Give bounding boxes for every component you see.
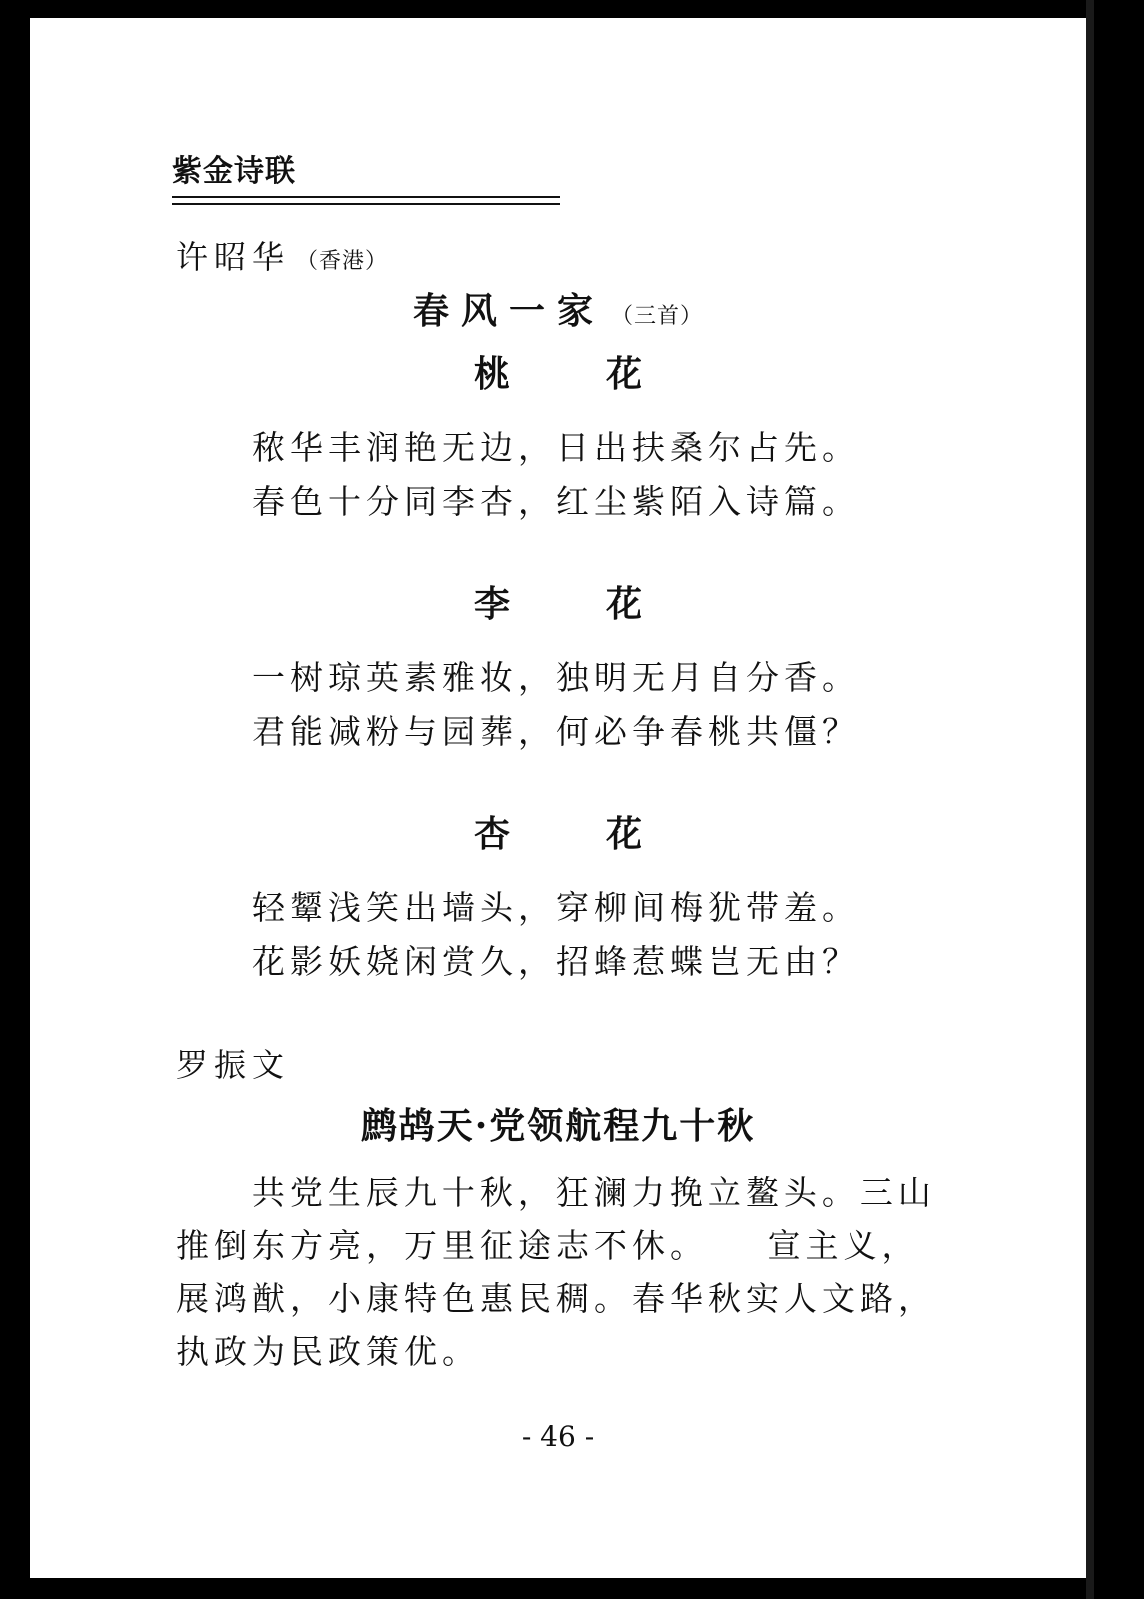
ci-body <box>176 1166 946 1378</box>
ci-title: 鹧鸪天·党领航程九十秋 <box>360 1105 756 1147</box>
page-edge <box>1086 0 1094 1599</box>
author-name: 罗振文 <box>176 1046 291 1084</box>
poem-title: 李 花 <box>473 583 672 625</box>
poem-line: 君能减粉与园葬，何必争春桃共僵？ <box>252 712 860 751</box>
poem-line: 一树琼英素雅妆，独明无月自分香。 <box>252 658 860 697</box>
poem-line: 轻颦浅笑出墙头，穿柳间梅犹带羞。 <box>252 888 860 927</box>
poem-line: 春色十分同李杏，红尘紫陌入诗篇。 <box>252 482 860 521</box>
author-region: （香港） <box>296 249 389 274</box>
ci-text: 共党生辰九十秋，狂澜力挽立鳌头。三山推倒东方亮，万里征途志不休。 宣主义，展鸿猷，小康特色惠民稠。春华秋实人文路，执政为民政策优。 <box>176 1173 936 1371</box>
poem-title: 杏 花 <box>473 813 672 855</box>
header-double-rule <box>172 196 560 205</box>
running-header: 紫金诗联 <box>172 154 296 189</box>
poem-line: 秾华丰润艳无边，日出扶桑尔占先。 <box>252 428 860 467</box>
poem-line: 花影妖娆闲赏久，招蜂惹蝶岂无由？ <box>252 942 860 981</box>
poem-title: 桃 花 <box>473 353 672 395</box>
page-number: - 46 - <box>521 1420 595 1453</box>
book-page <box>30 18 1086 1578</box>
poem-group-title: 春风一家 （三首） <box>412 290 704 332</box>
poem-group-note: （三首） <box>611 304 704 329</box>
author-name: 许昭华 （香港） <box>176 238 389 276</box>
